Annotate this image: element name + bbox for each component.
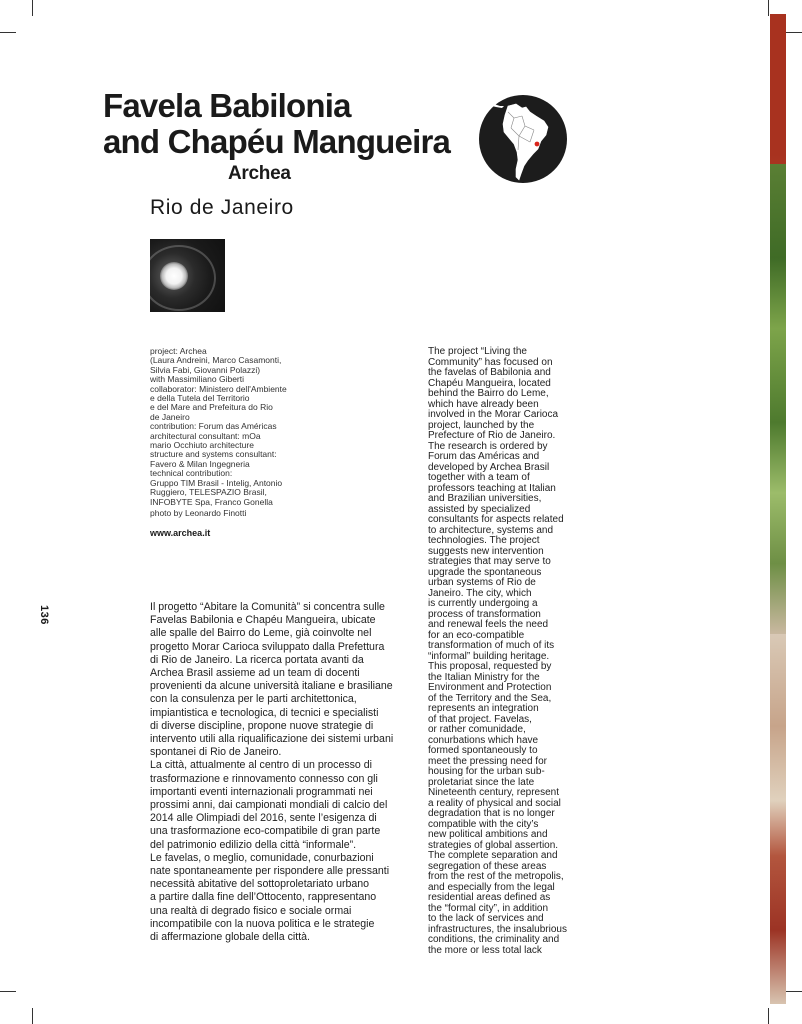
text-line: Le favelas, o meglio, comunidade, conurbazioni [150, 851, 374, 864]
crop-mark-top-right-h [786, 32, 802, 33]
text-line: The research is ordered by [428, 440, 548, 452]
credit-line: Favero & Milan Ingegneria [150, 458, 250, 469]
credit-line: de Janeiro [150, 411, 190, 422]
photo-credit: photo by Leonardo Finotti [150, 508, 247, 518]
text-line: di Rio de Janeiro. La ricerca portata avanti da [150, 653, 364, 666]
text-line: con la consulenza per le parti architettonica, [150, 693, 357, 706]
credit-line: Ruggiero, TELESPAZIO Brasil, [150, 487, 267, 498]
text-line: compatible with the city’s [428, 818, 539, 830]
photo-edge-red-band [770, 14, 786, 154]
text-line: new political ambitions and [428, 829, 548, 840]
text-line: importanti eventi internazionali programmati nei [150, 785, 373, 798]
text-line: infrastructures, the insalubrious [428, 923, 567, 935]
text-line: together with a team of [428, 472, 530, 483]
text-line: strategies that may serve to [428, 556, 551, 567]
text-line: This proposal, requested by [428, 661, 552, 672]
credit-line: contribution: Forum das Américas [150, 421, 277, 432]
crop-mark-top-left-h [0, 32, 16, 33]
text-line: di diverse discipline, propone nuove strategie di [150, 719, 374, 732]
text-line: una trasformazione eco-compatibile di gran parte [150, 825, 381, 838]
text-line: Favelas Babilonia e Chapéu Mangueira, ubicate [150, 614, 376, 627]
text-line: urban systems of Rio de [428, 577, 536, 588]
text-line: Nineteenth century, represent [428, 787, 560, 798]
article-title-line-1: Favela Babilonia [103, 87, 351, 124]
text-line: a partire dalla fine dell’Ottocento, rappresentano [150, 891, 377, 904]
text-line: assisted by specialized [428, 503, 531, 515]
text-line: del patrimonio edilizio della città “informale”. [150, 838, 357, 851]
text-line: developed by Archea Brasil [428, 461, 550, 473]
text-line: Archea Brasil assieme ad un team di docenti [150, 667, 360, 680]
rio-location-marker [535, 142, 540, 147]
credit-line: collaborator: Ministero dell'Ambiente [150, 383, 287, 394]
credit-line: INFOBYTE Spa, Franco Gonella [150, 496, 273, 507]
text-line: the favelas of Babilonia and [428, 367, 551, 378]
article-title [103, 88, 450, 160]
text-line: meet the pressing need for [428, 755, 547, 767]
text-line: Chapéu Mangueira, located [428, 377, 551, 389]
crop-mark-top-left-v [32, 0, 33, 16]
text-line: a reality of physical and social [428, 797, 561, 809]
text-line: Forum das Américas and [428, 451, 540, 462]
text-line: conditions, the criminality and [428, 934, 560, 945]
text-line: consultants for aspects related [428, 514, 564, 525]
text-line: spontanei di Rio de Janeiro. [150, 746, 282, 759]
credit-line: architectural consultant: mOa [150, 430, 261, 441]
credit-line: structure and systems consultant: [150, 449, 277, 460]
text-line: which have already been [428, 398, 539, 410]
text-line: “informal” building heritage. [428, 650, 550, 662]
italian-body-text [150, 601, 394, 944]
text-line: professors teaching at Italian [428, 482, 556, 494]
credit-line: Gruppo TIM Brasil - Intelig, Antonio [150, 477, 283, 488]
text-line: formed spontaneously to [428, 745, 538, 756]
text-line: upgrade the spontaneous [428, 566, 542, 578]
text-line: di affermazione globale della città. [150, 931, 310, 944]
text-line: provenienti da alcune università italiane e brasiliane [150, 680, 393, 693]
project-credits [150, 347, 290, 507]
text-line: residential areas defined as [428, 892, 551, 903]
text-line: process of transformation [428, 608, 541, 620]
text-line: transformation of much of its [428, 640, 555, 651]
crop-mark-bottom-right-h [786, 991, 802, 992]
page-number: 136 [38, 605, 50, 625]
text-line: necessità abitative del sottoproletariato urbano [150, 878, 370, 891]
text-line: the “formal city”, in addition [428, 902, 549, 914]
text-line: nate spontaneamente per rispondere alle pressanti [150, 865, 390, 878]
text-line: Community” has focused on [428, 356, 553, 368]
city-name: Rio de Janeiro [150, 196, 294, 219]
text-line: or rather comunidade, [428, 724, 526, 735]
text-line: incompatibile con la nuova politica e le strategie [150, 917, 375, 930]
text-line: and Brazilian universities, [428, 493, 542, 504]
crop-mark-bottom-left-v [32, 1008, 33, 1024]
text-line: and especially from the legal [428, 881, 555, 893]
credit-line: (Laura Andreini, Marco Casamonti, [150, 355, 282, 366]
text-line: the more or less total lack [428, 944, 542, 956]
text-line: project, launched by the [428, 419, 535, 431]
text-line: Il progetto “Abitare la Comunità” si concentra sulle [150, 601, 385, 613]
text-line: The complete separation and [428, 850, 558, 861]
text-line: housing for the urban sub- [428, 766, 545, 777]
photo-edge-foliage [770, 164, 786, 634]
text-line: 2014 alle Olimpiadi del 2016, sente l’esigenza di [150, 812, 377, 825]
text-line: intervento utili alla riqualificazione dei sistemi urbani [150, 733, 394, 746]
website-link[interactable]: www.archea.it [150, 528, 211, 538]
text-line: technologies. The project [428, 535, 540, 546]
text-line: strategies of global assertion. [428, 839, 559, 851]
text-line: to architecture, systems and [428, 524, 554, 536]
credit-line: technical contribution: [150, 468, 233, 479]
photo-edge-lower [770, 634, 786, 1004]
south-america-globe-icon [478, 94, 568, 184]
project-thumbnail [150, 239, 225, 312]
text-line: Janeiro. The city, which [428, 587, 532, 599]
text-line: suggests new intervention [428, 545, 544, 557]
text-line: progetto Morar Carioca sviluppato dalla Prefettura [150, 640, 385, 653]
text-line: The project “Living the [428, 346, 527, 357]
text-line: from the rest of the metropolis, [428, 871, 564, 882]
credit-line: e del Mare and Prefeitura do Rio [150, 402, 273, 413]
credit-line: e della Tutela del Territorio [150, 393, 250, 404]
text-line: degradation that is no longer [428, 808, 555, 819]
text-line: Environment and Protection [428, 682, 552, 693]
text-line: impiantistica e tecnologica, di tecnici e specialisti [150, 706, 379, 719]
adjacent-page-photo-edge [770, 14, 786, 1004]
article-title-line-2: and Chapéu Mangueira [103, 123, 451, 160]
text-line: conurbations which have [428, 734, 539, 746]
text-line: proletariat since the late [428, 776, 535, 788]
crop-mark-top-right-v [768, 0, 769, 16]
crop-mark-bottom-left-h [0, 991, 16, 992]
text-line: is currently undergoing a [428, 598, 538, 609]
text-line: and renewal feels the need [428, 619, 549, 630]
text-line: Prefecture of Rio de Janeiro. [428, 430, 556, 441]
text-line: alle spalle del Bairro do Leme, già coinvolte nel [150, 627, 372, 640]
text-line: La città, attualmente al centro di un processo di [150, 759, 373, 772]
text-line: prossimi anni, dai campionati mondiali di calcio del [150, 799, 388, 812]
text-line: involved in the Morar Carioca [428, 409, 559, 420]
credit-line: project: Archea [150, 346, 207, 356]
thumbnail-light-spot [160, 262, 188, 290]
text-line: segregation of these areas [428, 860, 547, 872]
credit-line: Silvia Fabi, Giovanni Polazzi) [150, 364, 261, 375]
credit-line: with Massimiliano Giberti [150, 374, 244, 385]
crop-mark-bottom-right-v [768, 1008, 769, 1024]
text-line: the Italian Ministry for the [428, 671, 540, 683]
author-name: Archea [228, 163, 291, 184]
text-line: behind the Bairro do Leme, [428, 388, 549, 399]
text-line: una realtà di degrado fisico e sociale ormai [150, 904, 352, 917]
english-body-text [428, 346, 567, 956]
text-line: of the Territory and the Sea, [428, 692, 552, 704]
credit-line: mario Occhiuto architecture [150, 440, 254, 451]
text-line: to the lack of services and [428, 913, 544, 924]
text-line: for an eco-compatible [428, 629, 525, 641]
text-line: of that project. Favelas, [428, 713, 532, 725]
text-line: represents an integration [428, 703, 539, 714]
text-line: trasformazione e rinnovamento connesso con gli [150, 772, 378, 785]
